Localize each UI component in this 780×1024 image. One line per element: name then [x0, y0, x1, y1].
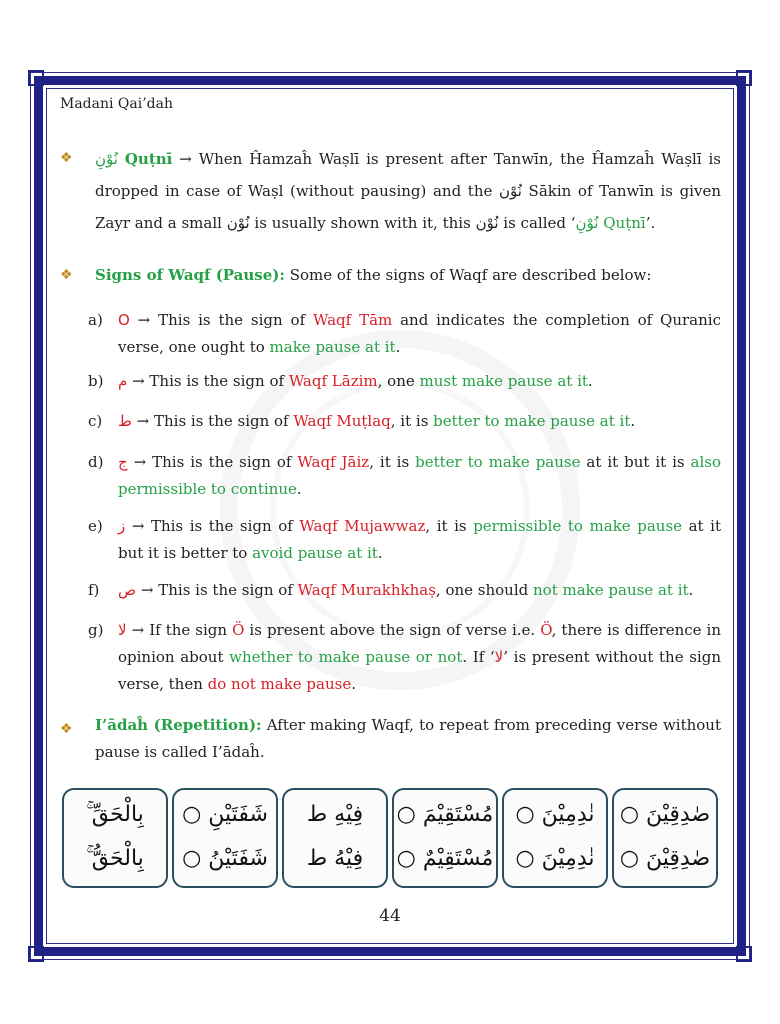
waqf-sign: ط — [118, 412, 132, 430]
example-word: شَفَتَيْنِ ○ — [182, 802, 268, 827]
waqf-sign: ز — [118, 517, 126, 535]
list-item: e) ز → This is the sign of Waqf Mujawwaz, it is permissible to make pause at it but it is better to avoid pause at it. — [88, 517, 721, 562]
example-boxes — [62, 788, 722, 890]
example-word: مُسْتَقِيْمَ ○ — [396, 802, 494, 827]
list-item: a) O → This is the sign of Waqf Tām and indicates the completion of Quranic verse, one ought to make pause at it. — [88, 311, 721, 356]
list-item: c) ط → This is the sign of Waqf Muṭlaq, it is better to make pause at it. — [88, 412, 636, 430]
example-box — [392, 788, 498, 888]
list-item: f) ص → This is the sign of Waqf Murakhkhaṣ, one should not make pause at it. — [88, 581, 694, 599]
waqf-intro: Signs of Waqf (Pause): Some of the signs of Waqf are described below: — [95, 266, 652, 284]
qutni-paragraph: نُوْنِ Quṭnī → When Ĥamzaĥ Waṣlī is present after Tanwīn, the Ĥamzaĥ Waṣlī is dropped in case of Waṣl (without pausing) and the نُوْن Sākin of Tanwīn is given Zayr and a small نُوْن is usually shown with it, this نُوْن is called ‘نُوْنِ Quṭnī’. — [95, 150, 722, 232]
example-word: بِالْحَقُّ ۚ — [86, 846, 144, 871]
example-word: شَفَتَيْنُ ○ — [182, 846, 268, 871]
waqf-sign: لا — [118, 621, 127, 639]
waqf-sign: م — [118, 372, 128, 390]
example-box — [172, 788, 278, 888]
example-word: مُسْتَقِيْمٌ ○ — [396, 846, 494, 871]
waqf-sign: O — [118, 311, 130, 329]
running-title: Madani Qai’dah — [60, 96, 174, 112]
example-word: بِالْحَقِّ ۚ — [86, 802, 144, 827]
term-qutni: Quṭnī — [124, 150, 173, 168]
example-word: نٰدِمِيْنَ ○ — [515, 846, 595, 871]
example-word: صٰدِقِيْنَ ○ — [619, 846, 711, 871]
page-number: 44 — [379, 906, 401, 926]
list-item: d) ج → This is the sign of Waqf Jāiz, it is better to make pause at it but it is also permissible to continue. — [88, 453, 721, 498]
example-word: فِيْهِ ط — [306, 802, 364, 827]
example-word: نٰدِمِيْنَ ○ — [515, 802, 595, 827]
example-box — [282, 788, 388, 888]
section-heading: Signs of Waqf (Pause): — [95, 266, 285, 284]
section-heading: I’ādaĥ (Repetition): — [95, 716, 262, 734]
waqf-sign: ص — [118, 581, 137, 599]
example-box — [62, 788, 168, 888]
example-word: صٰدِقِيْنَ ○ — [619, 802, 711, 827]
bullet-icon: ❖ — [60, 150, 73, 166]
bullet-icon: ❖ — [60, 267, 73, 283]
example-box — [612, 788, 718, 888]
example-word: فِيْهُ ط — [306, 846, 364, 871]
example-box — [502, 788, 608, 888]
iadah-paragraph: I’ādaĥ (Repetition): After making Waqf, to repeat from preceding verse without pause is called I’ādaĥ. — [95, 716, 721, 761]
arabic-term: نُوْنِ — [95, 150, 118, 168]
list-item: b) م → This is the sign of Waqf Lāzim, one must make pause at it. — [88, 372, 593, 390]
bullet-icon: ❖ — [60, 721, 73, 737]
list-item: g) لا → If the sign Ö is present above the sign of verse i.e. Ö, there is difference in opinion about whether to make pause or not. If ‘لا’ is present without the sign verse, then do not make pause. — [88, 621, 721, 693]
waqf-sign: ج — [118, 453, 128, 471]
